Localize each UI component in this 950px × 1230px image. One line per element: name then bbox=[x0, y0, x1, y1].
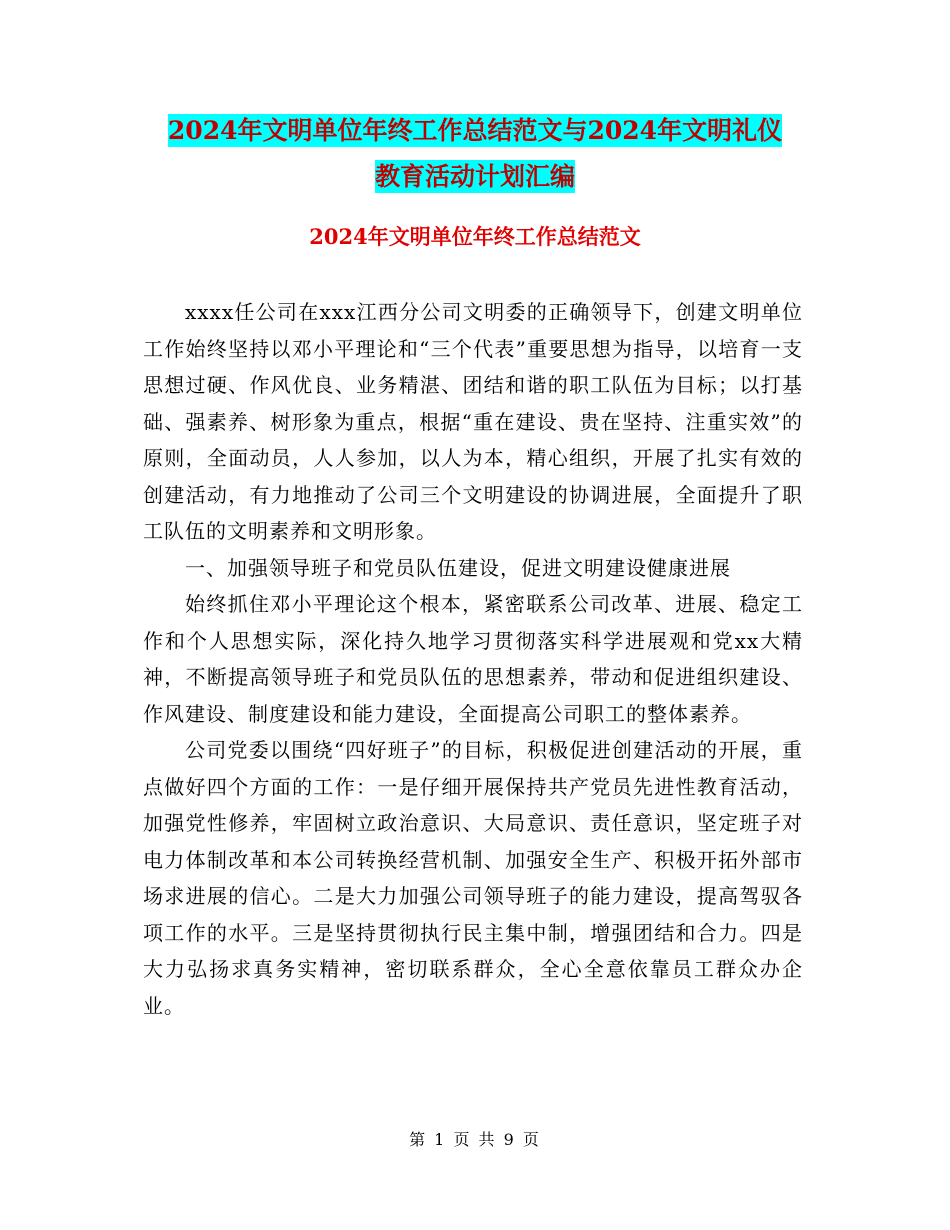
document-title-line-2: 教育活动计划汇编 bbox=[374, 162, 575, 191]
paragraph-party-committee: 公司党委以围绕“四好班子”的目标，积极促进创建活动的开展，重点做好四个方面的工作：一是仔细开展保持共产党员先进性教育活动，加强党性修养，牢固树立政治意识、大局意识、责任意识，坚定班子对电力体制改革和本公司转换经营机制、加强安全生产、积极开拓外部市场求进展的信心。二是大力加强公司领导班子的能力建设，提高驾驭各项工作的水平。三是坚持贯彻执行民主集中制，增强团结和合力。四是大力弘扬求真务实精神，密切联系群众，全心全意依靠员工群众办企业。 bbox=[143, 738, 803, 1018]
document-title-line-1: 2024年文明单位年终工作总结范文与2024年文明礼仪 bbox=[167, 116, 783, 145]
document-body bbox=[143, 294, 803, 1024]
document-title bbox=[0, 108, 950, 200]
paragraph-intro: xxxx任公司在xxx江西分公司文明委的正确领导下，创建文明单位工作始终坚持以邓小平理论和“三个代表”重要思想为指导，以培育一支思想过硬、作风优良、业务精湛、团结和谐的职工队伍为目标；以打基础、强素养、树形象为重点，根据“重在建设、贵在坚持、注重实效”的原则，全面动员，人人参加，以人为本，精心组织，开展了扎实有效的创建活动，有力地推动了公司三个文明建设的协调进展，全面提升了职工队伍的文明素养和文明形象。 bbox=[143, 300, 803, 543]
paragraph-heading-1: 一、加强领导班子和党员队伍建设，促进文明建设健康进展 bbox=[185, 555, 731, 580]
paragraph-theory: 始终抓住邓小平理论这个根本，紧密联系公司改革、进展、稳定工作和个人思想实际，深化持久地学习贯彻落实科学进展观和党xx大精神，不断提高领导班子和党员队伍的思想素养，带动和促进组织建设、作风建设、制度建设和能力建设，全面提高公司职工的整体素养。 bbox=[143, 592, 803, 726]
page-number-footer: 第 1 页 共 9 页 bbox=[409, 1130, 541, 1149]
section-title: 2024年文明单位年终工作总结范文 bbox=[309, 224, 641, 249]
